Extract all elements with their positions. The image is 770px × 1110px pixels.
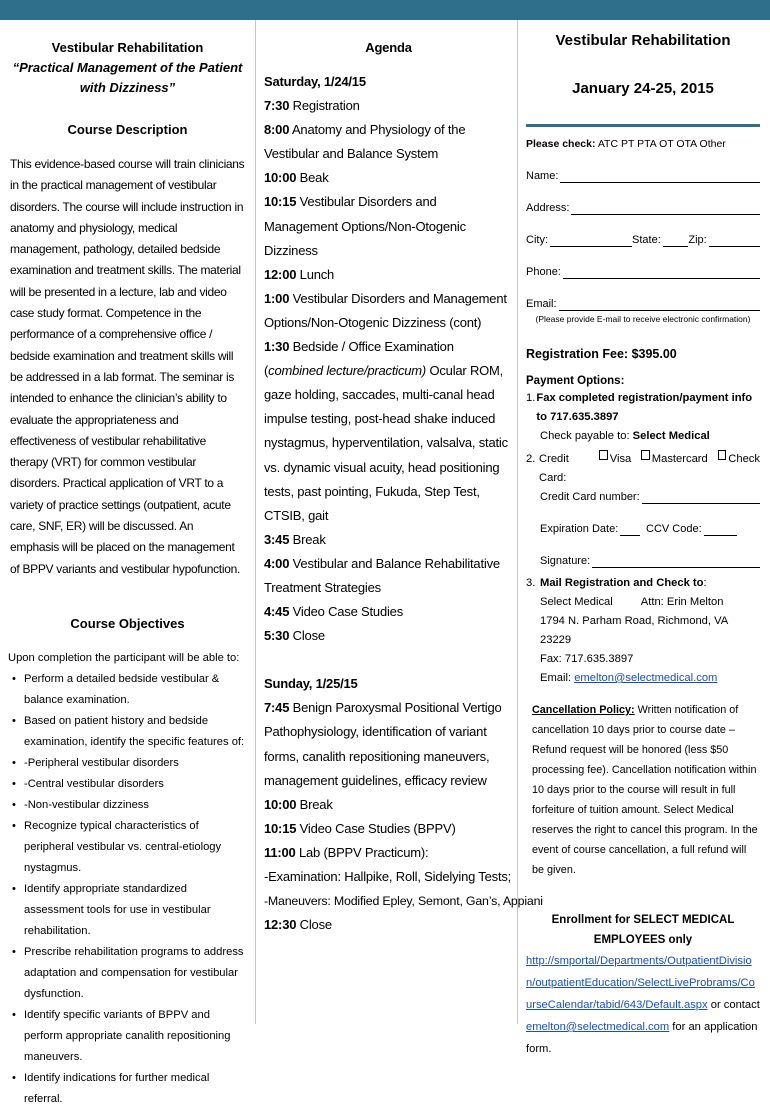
mail-line: 1794 N. Parham Road, Richmond, VA 23229: [540, 615, 728, 646]
divider: [526, 124, 760, 127]
agenda-item: 10:15 Video Case Studies (BPPV): [264, 820, 456, 836]
cancellation-policy: Cancellation Policy: Written notification of cancellation 10 days prior to course date – Refund request will be honored (less $50 processing fee). Cancellation notification within 10 days prior to the course will result in full forfeiture of tuition amount. Select Medical reserves the right to cancel this program. In the event of course cancellation, a full refund will be given.: [532, 704, 758, 876]
mail-email-link[interactable]: emelton@selectmedical.com: [574, 672, 718, 684]
email-field[interactable]: Email:: [526, 297, 760, 311]
course-title: Vestibular Rehabilitation: [51, 40, 204, 55]
list-item: • Identify indications for further medical referral.: [10, 1068, 245, 1110]
address-field[interactable]: Address:: [526, 201, 760, 215]
visa-checkbox[interactable]: [599, 450, 608, 460]
mail-line: Email: emelton@selectmedical.com: [540, 672, 718, 684]
description-heading: Course Description: [67, 122, 188, 137]
list-item: • Based on patient history and bedside examination, identify the specific features of:: [10, 711, 245, 753]
list-item: • Perform a detailed bedside vestibular & balance examination.: [10, 669, 245, 711]
agenda-item: 5:30 Close: [264, 628, 325, 644]
agenda-item: 11:00 Lab (BPPV Practicum):: [264, 844, 429, 860]
check-payable: Check payable to: Select Medical: [540, 430, 710, 442]
agenda-item: 12:30 Close: [264, 917, 332, 933]
description-text: This evidence-based course will train clinicians in the practical management of vestibular disorders. The course will include instruction in anatomy and physiology, medical management, pathology, detailed bedside examination and treatment skills. The material will be presented in a lecture, lab and video case study format. Competence in the performance of a comprehensive office / bedside examination and treatment skills will be addressed in a lab format. The seminar is intended to enhance the clinician’s ability to evaluate the appropriateness and effectiveness of vestibular rehabilitative therapy (VRT) for common vestibular disorders. Practical application of VRT to a variety of practice settings (outpatient, acute care, SNF, ER) will be discussed. An emphasis will be placed on the management of BPPV variants and vestibular hypofunction.: [10, 157, 245, 576]
agenda-item: 10:00 Beak: [264, 170, 329, 186]
objectives-intro: Upon completion the participant will be able to:: [8, 651, 240, 664]
reg-dates: January 24-25, 2015: [572, 80, 714, 97]
list-item: • Prescribe rehabilitation programs to address adaptation and compensation for vestibular dysfunction.: [10, 942, 245, 1005]
payment-option-mail: 3. Mail Registration and Check to :: [526, 577, 707, 589]
list-item: • Recognize typical characteristics of peripheral vestibular vs. central-etiology nystagmus.: [10, 816, 245, 879]
payment-options-heading: Payment Options:: [526, 375, 625, 387]
agenda-item: 1:00 Vestibular Disorders and Management Options/Non-Otogenic Dizziness (cont): [264, 290, 507, 330]
list-subitem: • -Central vestibular disorders: [10, 774, 245, 795]
signature-field[interactable]: Signature:: [526, 554, 760, 568]
expiration-ccv-field[interactable]: Expiration Date: CCV Code:: [526, 522, 760, 536]
registration-fee: Registration Fee: $395.00: [526, 347, 677, 361]
list-item: • Identify specific variants of BPPV and perform appropriate canalith repositioning maneuvers.: [10, 1005, 245, 1068]
agenda-item: 7:30 Registration: [264, 98, 360, 114]
day1-heading: Saturday, 1/24/15: [264, 74, 366, 89]
phone-field[interactable]: Phone:: [526, 265, 760, 279]
agenda-item: 10:15 Vestibular Disorders and Management Options/Non-Otogenic Dizziness: [264, 194, 466, 258]
enrollment-info: http://smportal/Departments/OutpatientDivision/outpatientEducation/SelectLiveProbrams/CourseCalendar/tabid/643/Default.aspx or contact emelton@selectmedical.com for an application form.: [526, 955, 760, 1055]
enrollment-link[interactable]: http://smportal/Departments/OutpatientDivision/outpatientEducation/SelectLiveProbrams/CourseCalendar/tabid/643/Default.aspx: [526, 955, 755, 1011]
mail-line: Select Medical Attn: Erin Melton: [540, 596, 724, 608]
enrollment-heading: Enrollment for SELECT MEDICAL EMPLOYEES only: [551, 914, 735, 946]
agenda-item: 4:45 Video Case Studies: [264, 604, 404, 620]
header-band: [0, 0, 770, 20]
reg-title: Vestibular Rehabilitation: [555, 32, 731, 49]
enrollment-email-link[interactable]: emelton@selectmedical.com: [526, 1021, 670, 1033]
list-subitem: • -Peripheral vestibular disorders: [10, 753, 245, 774]
agenda-item: 10:00 Break: [264, 796, 333, 812]
agenda-item: -Maneuvers: Modified Epley, Semont, Gan’s, Appiani: [264, 894, 543, 909]
mail-line: Fax: 717.635.3897: [540, 653, 634, 665]
agenda-item: -Examination: Hallpike, Roll, Sidelying Tests;: [264, 869, 512, 884]
mastercard-checkbox[interactable]: [641, 450, 650, 460]
agenda-item: 12:00 Lunch: [264, 266, 335, 282]
name-field[interactable]: Name:: [526, 169, 760, 183]
list-subitem: • -Non-vestibular dizziness: [10, 795, 245, 816]
profession-checkboxes[interactable]: ATC PT PTA OT OTA Other: [597, 138, 726, 150]
agenda-item: 1:30 Bedside / Office Examination (combined lecture/practicum) Ocular ROM, gaze holding, saccades, multi-canal head impulse testing, post-head shake induced nystagmus, hyperventilation, valsalva, static vs. dynamic visual acuity, head positioning tests, past pointing, Fukuda, Step Test, CTSIB, gait: [264, 339, 508, 523]
payment-option-card: 2. Credit Card: Visa Mastercard Check: [526, 450, 760, 488]
course-info-panel: [0, 20, 255, 1105]
registration-panel: [517, 20, 770, 1055]
agenda-item: 3:45 Break: [264, 531, 326, 547]
payment-option-fax: 1. Fax completed registration/payment info to 717.635.3897: [526, 392, 753, 423]
agenda-heading: Agenda: [365, 40, 412, 55]
agenda-item: 4:00 Vestibular and Balance Rehabilitative Treatment Strategies: [264, 555, 500, 595]
day2-heading: Sunday, 1/25/15: [264, 676, 358, 692]
course-subtitle: “Practical Management of the Patient with Dizziness”: [12, 60, 243, 95]
list-item: • Identify appropriate standardized assessment tools for use in vestibular rehabilitation.: [10, 879, 245, 942]
email-note: (Please provide E-mail to receive electronic confirmation): [535, 314, 751, 324]
please-check-row: Please check: ATC PT PTA OT OTA Other: [526, 138, 726, 150]
city-state-zip-field[interactable]: City: State: Zip:: [526, 233, 760, 247]
cc-number-field[interactable]: Credit Card number:: [526, 490, 760, 504]
objectives-heading: Course Objectives: [70, 615, 185, 631]
agenda-item: 8:00 Anatomy and Physiology of the Vestibular and Balance System: [264, 122, 466, 162]
agenda-item: 7:45 Benign Paroxysmal Positional Vertigo Pathophysiology, identification of variant forms, canalith repositioning maneuvers, management guidelines, efficacy review: [264, 700, 502, 788]
check-checkbox[interactable]: [718, 450, 727, 460]
objectives-list: [10, 669, 245, 1110]
